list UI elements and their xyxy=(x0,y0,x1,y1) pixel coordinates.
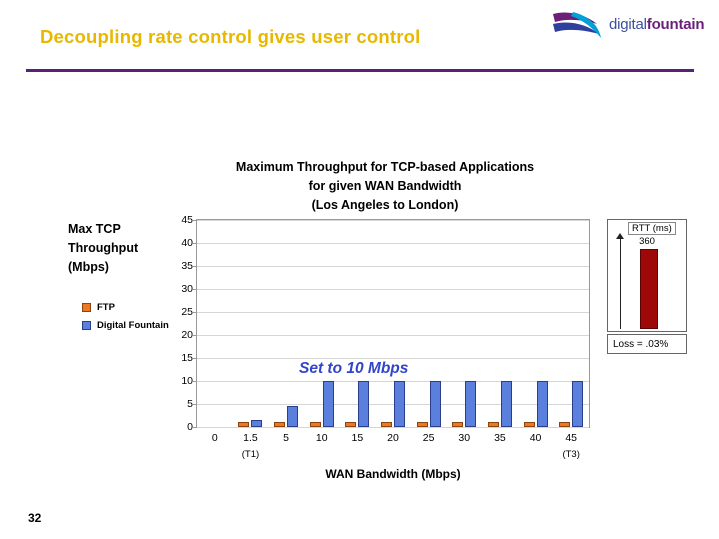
bar-ftp xyxy=(524,422,535,427)
y-axis-tick-label: 35 xyxy=(181,260,193,272)
bar-ftp xyxy=(559,422,570,427)
y-axis-tick-label: 20 xyxy=(181,329,193,341)
bar-ftp xyxy=(488,422,499,427)
bar-digital-fountain xyxy=(537,381,548,427)
chart-gridline xyxy=(197,266,589,267)
legend-item-ftp xyxy=(82,302,172,313)
x-axis-tick-label: 20 xyxy=(387,432,399,444)
y-axis-label-line2: Throughput xyxy=(68,241,139,255)
y-axis-tick-label: 30 xyxy=(181,283,193,295)
chart-title xyxy=(150,158,620,215)
chart-legend xyxy=(82,302,172,338)
bar-ftp xyxy=(310,422,321,427)
chart-gridline xyxy=(197,220,589,221)
bar-digital-fountain xyxy=(358,381,369,427)
y-axis-tick-label: 45 xyxy=(181,214,193,226)
bar-digital-fountain xyxy=(394,381,405,427)
bar-ftp xyxy=(381,422,392,427)
bar-digital-fountain xyxy=(430,381,441,427)
y-axis-label-line1: Max TCP xyxy=(68,222,121,236)
x-axis-tick-label: 10 xyxy=(315,432,328,444)
rtt-bar xyxy=(640,249,658,329)
rtt-panel-title: RTT (ms) xyxy=(628,222,676,235)
rtt-value-label: 360 xyxy=(639,236,655,247)
x-axis-tick-label: 15 xyxy=(351,432,364,444)
x-axis-tick-label: 5 xyxy=(283,432,289,444)
title-divider xyxy=(26,69,694,72)
bar-digital-fountain xyxy=(465,381,476,427)
x-axis-tick-label: 35 xyxy=(494,432,506,444)
x-axis-sub-label: (T3) xyxy=(562,449,580,460)
rtt-panel xyxy=(607,219,687,332)
y-axis-tick-label: 5 xyxy=(187,398,193,410)
chart-gridline xyxy=(197,404,589,405)
loss-readout xyxy=(607,334,687,354)
chart-gridline xyxy=(197,335,589,336)
y-axis-tick-label: 40 xyxy=(181,237,193,249)
bar-ftp xyxy=(452,422,463,427)
digital-fountain-logo xyxy=(549,8,705,44)
logo-wordmark xyxy=(609,16,704,33)
legend-label-digital-fountain: Digital Fountain xyxy=(97,320,169,331)
page-title: Decoupling rate control gives user control xyxy=(40,26,421,47)
y-axis-tick-label: 25 xyxy=(181,306,193,318)
x-axis-tick-label: 40 xyxy=(529,432,542,444)
logo-word-fountain: fountain xyxy=(646,16,705,33)
logo-word-digital: digital xyxy=(609,16,647,33)
slide-number: 32 xyxy=(28,511,42,525)
x-axis-label: WAN Bandwidth (Mbps) xyxy=(325,467,461,481)
chart-plot-area xyxy=(196,219,590,428)
x-axis-tick-label: 25 xyxy=(422,432,435,444)
bar-ftp xyxy=(417,422,428,427)
bar-ftp xyxy=(345,422,356,427)
chart-gridline xyxy=(197,427,589,428)
x-axis-sub-label: (T1) xyxy=(241,449,260,460)
loss-label: Loss = .03% xyxy=(613,338,669,350)
y-axis-tick-label: 10 xyxy=(181,375,193,387)
x-axis-tick-label: 45 xyxy=(565,432,578,444)
bar-ftp xyxy=(238,422,249,427)
legend-swatch-icon xyxy=(82,321,91,330)
chart-title-line3: (Los Angeles to London) xyxy=(311,198,459,212)
y-axis-label xyxy=(68,220,163,277)
chart-gridline xyxy=(197,312,589,313)
legend-item-digital-fountain xyxy=(82,320,172,331)
y-axis-tick-label: 0 xyxy=(187,421,193,433)
rtt-axis-line xyxy=(620,236,621,329)
chart-annotation: Set to 10 Mbps xyxy=(299,360,409,377)
x-axis-tick-label: 30 xyxy=(458,432,471,444)
bar-digital-fountain xyxy=(572,381,583,427)
y-axis-ticks xyxy=(165,214,193,433)
bar-digital-fountain xyxy=(323,381,334,427)
legend-label-ftp: FTP xyxy=(97,302,115,313)
x-axis-tick-label: 0 xyxy=(211,432,218,444)
y-axis-tick-label: 15 xyxy=(181,352,193,364)
chart-gridline xyxy=(197,381,589,382)
chart-title-line2: for given WAN Bandwidth xyxy=(308,179,462,193)
bar-digital-fountain xyxy=(251,420,262,427)
x-axis-tick-label: 1.5 xyxy=(243,432,258,444)
y-axis-label-line3: (Mbps) xyxy=(68,260,109,274)
chart-gridline xyxy=(197,358,589,359)
chart-gridline xyxy=(197,289,589,290)
bar-ftp xyxy=(274,422,285,427)
bar-digital-fountain xyxy=(501,381,512,427)
chart-gridline xyxy=(197,243,589,244)
bar-digital-fountain xyxy=(287,406,298,427)
legend-swatch-icon xyxy=(82,303,91,312)
chart-title-line1: Maximum Throughput for TCP-based Applications xyxy=(235,160,535,174)
